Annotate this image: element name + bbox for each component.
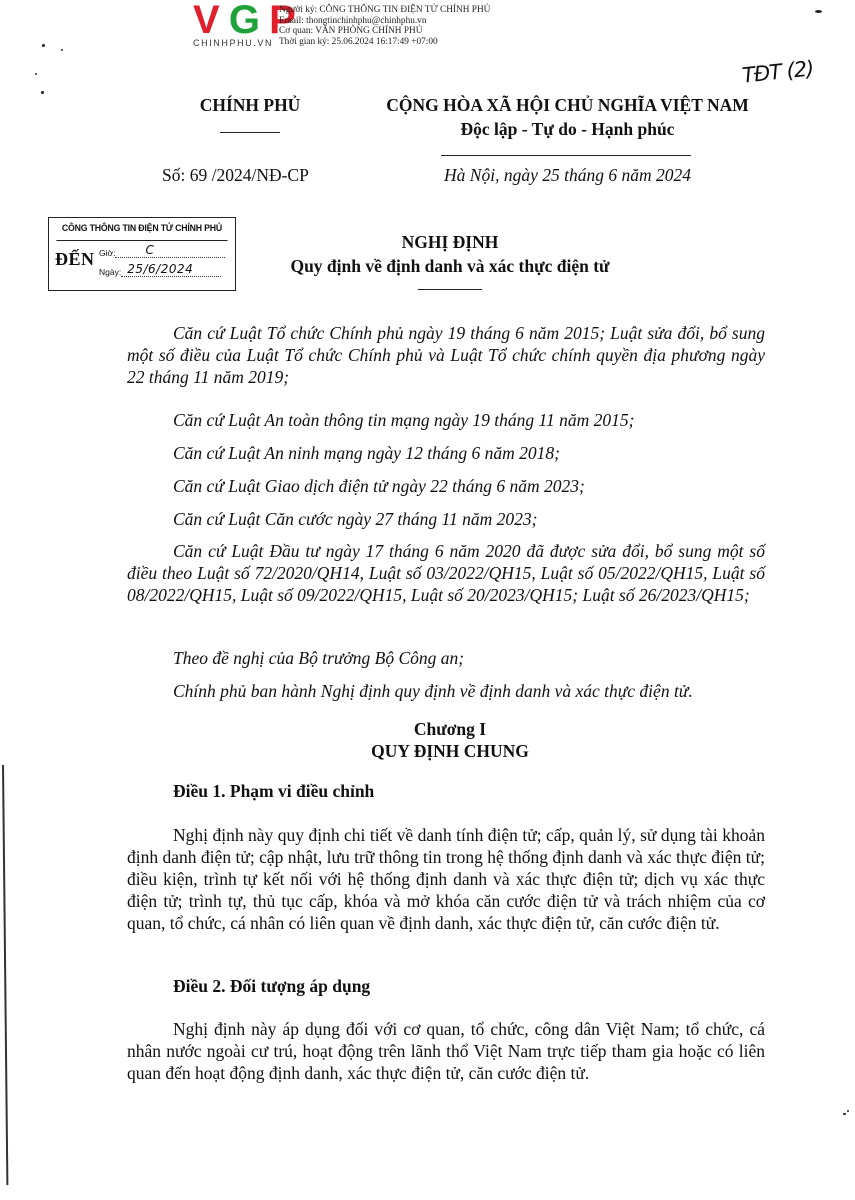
stamp-date-label: Ngày: (99, 267, 122, 277)
scan-speck (815, 10, 822, 13)
scan-speck (61, 49, 63, 51)
signed-time: Thời gian ký: 25.06.2024 16:17:49 +07:00 (279, 36, 438, 47)
document-subject: Quy định về định danh và xác thực điện tử (290, 256, 610, 276)
stamp-time-label: Giờ: (99, 248, 116, 258)
place-date: Hà Nội, ngày 25 tháng 6 năm 2024 (444, 165, 691, 185)
national-title: CỘNG HÒA XÃ HỘI CHỦ NGHĨA VIỆT NAM (386, 95, 749, 115)
logo-letter-g: G (228, 0, 259, 42)
digital-signature-info (279, 5, 490, 47)
signer: Người ký: CÔNG THÔNG TIN ĐIỆN TỬ CHÍNH PHỦ (279, 5, 491, 15)
preamble-item: Theo đề nghị của Bộ trưởng Bộ Công an; (173, 648, 465, 668)
agency-underline (220, 132, 280, 133)
received-stamp (48, 217, 236, 291)
signer-agency: Cơ quan: VĂN PHÒNG CHÍNH PHỦ (279, 26, 423, 37)
title-underline (418, 289, 482, 290)
chapter-name: QUY ĐỊNH CHUNG (371, 741, 529, 761)
preamble-item: Căn cứ Luật Tổ chức Chính phủ ngày 19 tháng 6 năm 2015; Luật sửa đổi, bổ sung một số điều của Luật Tổ chức Chính phủ và Luật Tổ chức chính quyền địa phương ngày 22 tháng 11 năm 2019; (127, 323, 765, 387)
preamble-item: Căn cứ Luật Căn cước ngày 27 tháng 11 năm 2023; (173, 509, 538, 529)
article-body: Nghị định này quy định chi tiết về danh tính điện tử; cấp, quản lý, sử dụng tài khoản định danh điện tử; cập nhật, lưu trữ thông tin trong hệ thống định danh và xác thực điện tử; điều kiện, trình tự kết nối với hệ thống định danh và xác thực điện tử; dịch vụ xác thực điện tử; trình tự, thủ tục cấp, khóa và mở khóa căn cước điện tử và trách nhiệm của cơ quan, tổ chức, cá nhân có liên quan về định danh, xác thực điện tử, căn cước điện tử. (127, 825, 765, 933)
national-motto: Độc lập - Tự do - Hạnh phúc (460, 119, 675, 139)
preamble-item: Chính phủ ban hành Nghị định quy định về định danh và xác thực điện tử. (173, 681, 693, 701)
scan-speck (41, 91, 44, 94)
preamble-item: Căn cứ Luật An toàn thông tin mạng ngày 19 tháng 11 năm 2015; (173, 410, 635, 430)
chapter-number: Chương I (413, 719, 487, 739)
stamp-title: CÔNG THÔNG TIN ĐIỆN TỬ CHÍNH PHỦ (56, 218, 227, 241)
scan-edge-line (2, 765, 8, 1185)
stamp-label: ĐẾN (55, 249, 95, 269)
handwritten-note: TĐT (2) (740, 56, 815, 88)
preamble-item: Căn cứ Luật Đầu tư ngày 17 tháng 6 năm 2020 đã được sửa đổi, bổ sung một số điều theo Luật số 72/2020/QH14, Luật số 03/2022/QH15, Luật số 05/2022/QH15, Luật số 08/2022/QH15, Luật số 09/2022/QH15, Luật số 20/2023/QH15; Luật số 26/2023/QH15; (127, 541, 765, 605)
logo-letter-p: P (269, 0, 295, 42)
scan-speck (35, 73, 37, 75)
scan-speck (843, 1113, 846, 1115)
document-type: NGHỊ ĐỊNH (401, 232, 499, 252)
stamp-date-value: 25/6/2024 (127, 262, 194, 276)
issuing-agency: CHÍNH PHỦ (199, 95, 301, 115)
scan-speck (42, 44, 45, 47)
signer-email: Email: thongtinchinhphu@chinhphu.vn (279, 15, 427, 26)
article-heading: Điều 1. Phạm vi điều chỉnh (173, 781, 375, 801)
logo-site-text: CHINHPHU.VN (193, 38, 274, 48)
logo-letter-v: V (193, 0, 219, 42)
article-body: Nghị định này áp dụng đối với cơ quan, tổ chức, công dân Việt Nam; tổ chức, cá nhân nước ngoài cư trú, hoạt động trên lãnh thổ Việt Nam trực tiếp tham gia hoặc có liên quan đến hoạt động định danh, xác thực điện tử, căn cước điện tử. (127, 1019, 765, 1083)
document-number: Số: 69 /2024/NĐ-CP (162, 165, 309, 185)
stamp-time-value: C (145, 243, 155, 257)
scan-speck (847, 1110, 849, 1112)
motto-underline (441, 155, 691, 156)
preamble-item: Căn cứ Luật An ninh mạng ngày 12 tháng 6 năm 2018; (173, 443, 560, 463)
preamble-item: Căn cứ Luật Giao dịch điện tử ngày 22 tháng 6 năm 2023; (173, 476, 585, 496)
article-heading: Điều 2. Đối tượng áp dụng (173, 976, 371, 996)
